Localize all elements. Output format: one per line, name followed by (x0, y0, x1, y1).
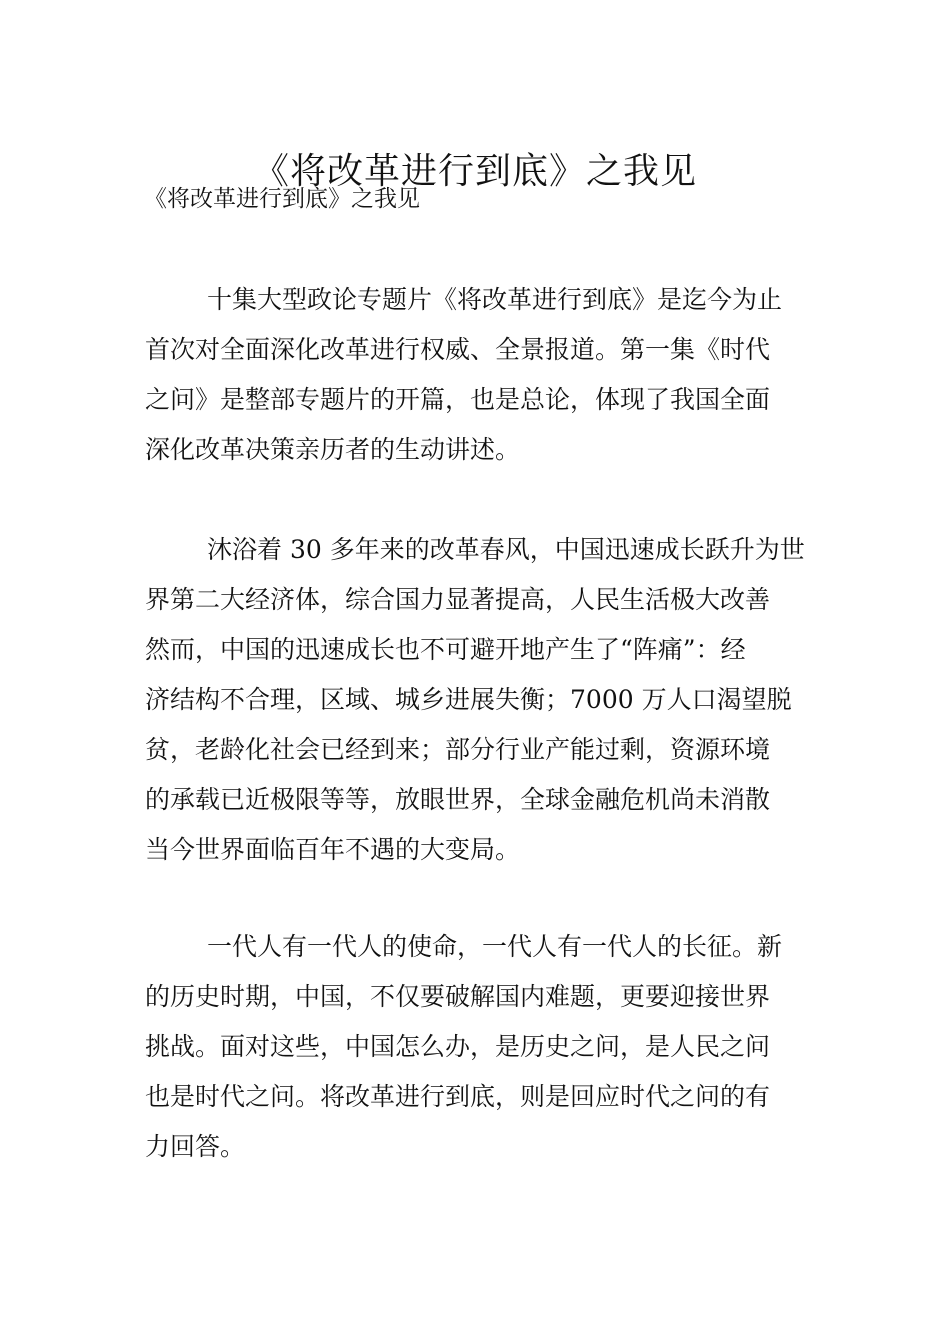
paragraph-1 (145, 275, 813, 475)
paragraph-line: 的历史时期，中国，不仅要破解国内难题，更要迎接世界 (145, 982, 771, 1011)
paragraph-line: 力回答。 (145, 1132, 246, 1161)
paragraph-line: 之问》是整部专题片的开篇，也是总论，体现了我国全面 (145, 385, 771, 414)
paragraph-line: 也是时代之问。将改革进行到底，则是回应时代之问的有 (145, 1082, 771, 1111)
paragraph-line: 贫，老龄化社会已经到来；部分行业产能过剩，资源环境 (145, 735, 771, 764)
paragraph-line: 首次对全面深化改革进行权威、全景报道。第一集《时代 (145, 335, 771, 364)
paragraph-line: 济结构不合理，区域、城乡进展失衡；7000 万人口渴望脱 (145, 685, 792, 714)
paragraph-line: 挑战。面对这些，中国怎么办，是历史之问，是人民之问 (145, 1032, 771, 1061)
document-subtitle: 《将改革进行到底》之我见 (144, 186, 420, 212)
paragraph-2 (145, 525, 813, 875)
paragraph-line: 一代人有一代人的使命，一代人有一代人的长征。新 (207, 932, 783, 961)
paragraph-3 (145, 922, 813, 1172)
paragraph-line: 十集大型政论专题片《将改革进行到底》是迄今为止 (207, 285, 783, 314)
paragraph-line: 深化改革决策亲历者的生动讲述。 (145, 435, 521, 464)
paragraph-line: 当今世界面临百年不遇的大变局。 (145, 835, 521, 864)
paragraph-line: 的承载已近极限等等，放眼世界，全球金融危机尚未消散 (145, 785, 771, 814)
paragraph-line: 然而，中国的迅速成长也不可避开地产生了“阵痛”：经 (145, 635, 746, 664)
paragraph-line: 界第二大经济体，综合国力显著提高，人民生活极大改善 (145, 585, 771, 614)
paragraph-line: 沐浴着 30 多年来的改革春风，中国迅速成长跃升为世 (207, 535, 805, 564)
document-title: 《将改革进行到底》之我见 (252, 151, 697, 193)
